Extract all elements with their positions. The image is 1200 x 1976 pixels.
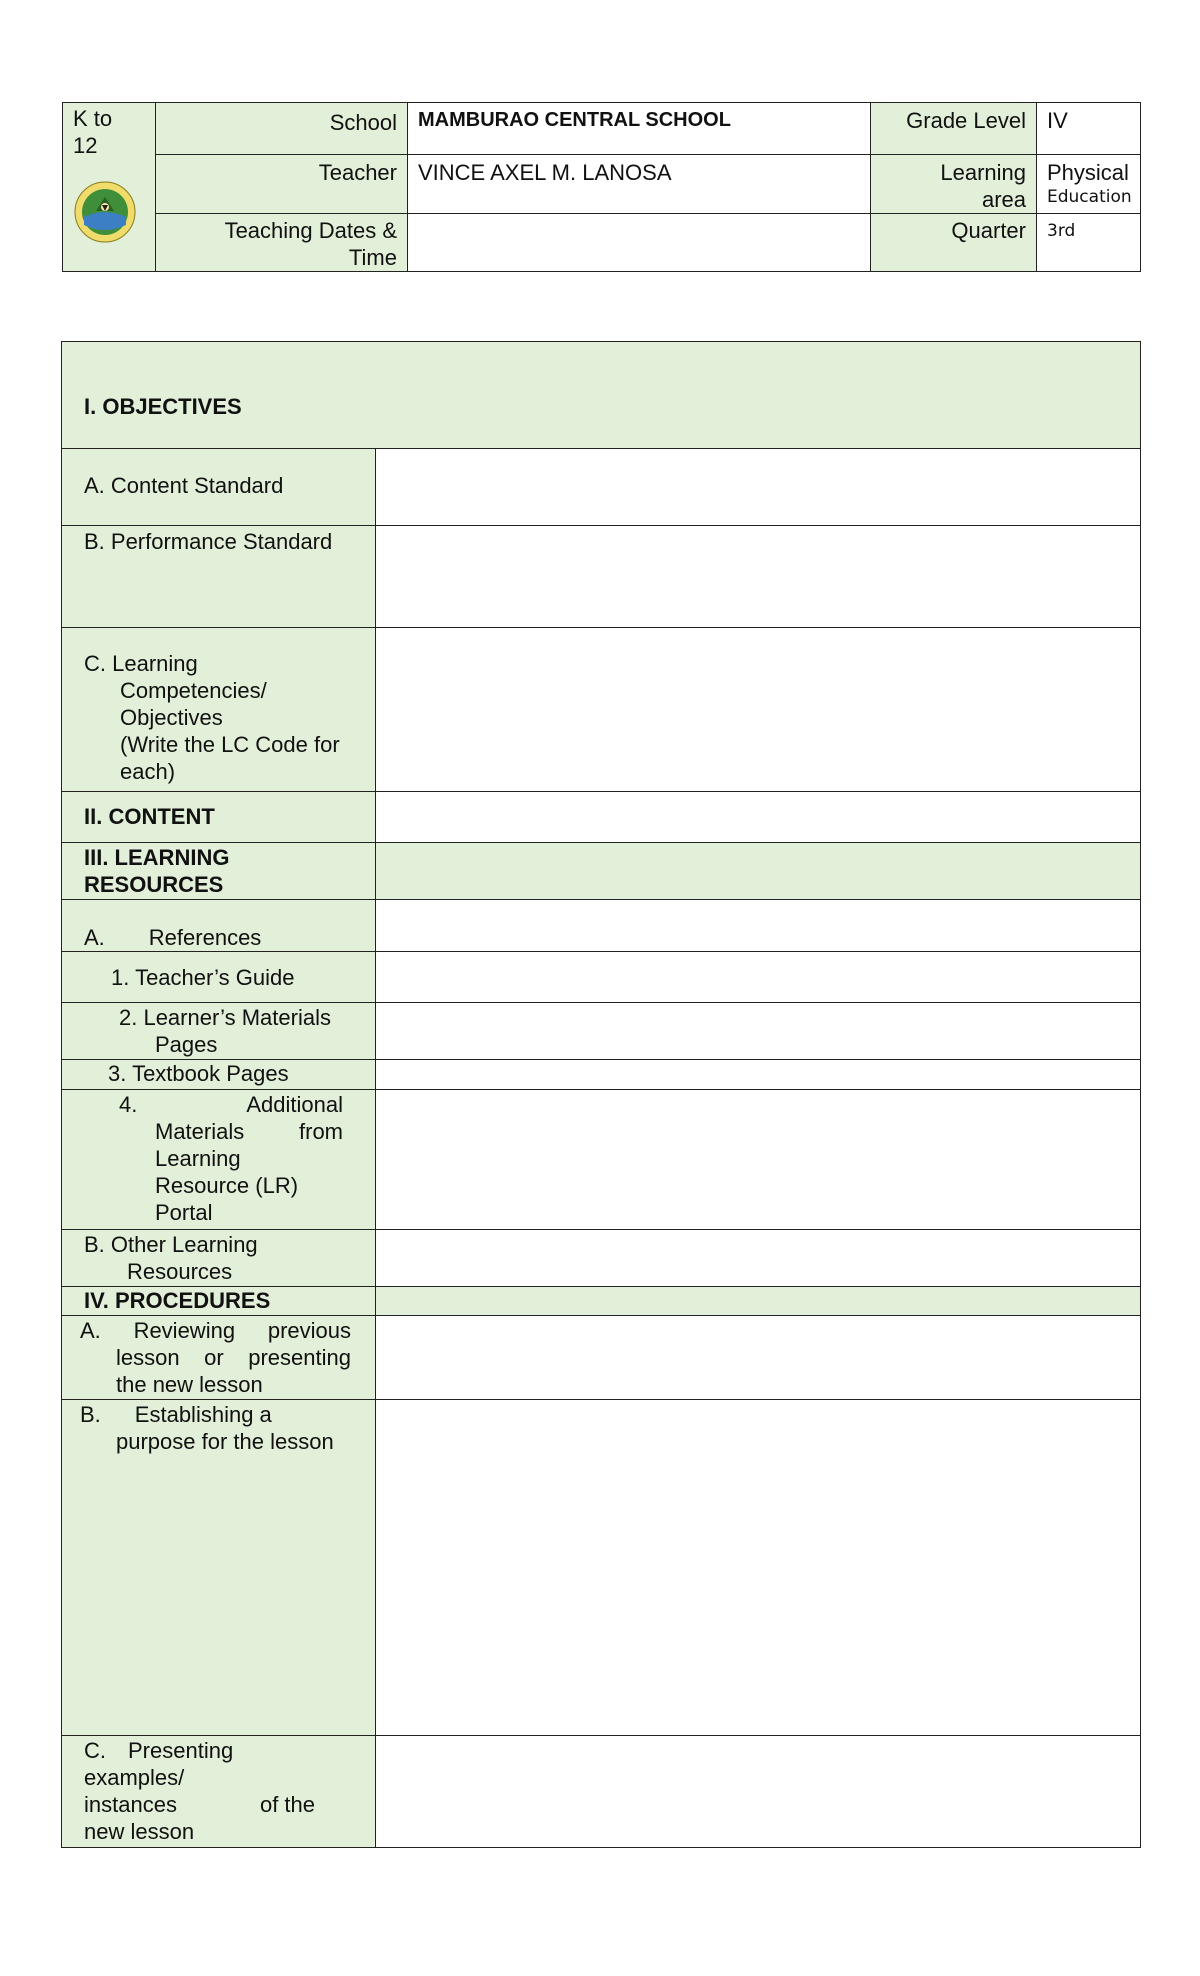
other-resources-label: B. Other Learning bbox=[84, 1232, 258, 1257]
procedures-field bbox=[376, 1287, 1141, 1316]
lesson-plan-table bbox=[61, 341, 1141, 1848]
quarter-value: 3rd bbox=[1047, 221, 1076, 241]
review-lesson-label: A. bbox=[80, 1318, 101, 1343]
objectives-row bbox=[62, 342, 1141, 449]
additional-materials-label: from bbox=[299, 1119, 343, 1144]
teachers-guide-label: 1. Teacher’s Guide bbox=[111, 965, 295, 990]
review-lesson-label: previous bbox=[267, 1318, 351, 1343]
quarter-value-cell bbox=[1037, 214, 1141, 272]
lesson-purpose-label-cell bbox=[62, 1400, 376, 1736]
teacher-value: VINCE AXEL M. LANOSA bbox=[418, 160, 672, 185]
learning-area-label: Learning bbox=[940, 160, 1026, 185]
teaching-dates-label-cell bbox=[156, 214, 408, 272]
additional-materials-label: Materials bbox=[155, 1119, 245, 1144]
presenting-examples-label-cell bbox=[62, 1736, 376, 1848]
additional-materials-label: Learning bbox=[155, 1146, 241, 1171]
teaching-dates-value-cell bbox=[408, 214, 871, 272]
k12-logo-text: K to 12 bbox=[73, 106, 113, 158]
teachers-guide-label-cell bbox=[62, 952, 376, 1003]
lesson-purpose-label bbox=[80, 1401, 365, 1428]
additional-materials-label: Additional bbox=[246, 1092, 343, 1117]
teaching-dates-label: Time bbox=[348, 245, 397, 270]
content-heading: II. CONTENT bbox=[84, 804, 215, 829]
lesson-purpose-field[interactable] bbox=[376, 1400, 1141, 1736]
additional-materials-label: 4. bbox=[119, 1092, 138, 1117]
performance-standard-label: B. Performance Standard bbox=[84, 529, 333, 554]
quarter-label: Quarter bbox=[951, 218, 1026, 243]
grade-level-value: IV bbox=[1047, 108, 1068, 133]
grade-level-value-cell bbox=[1037, 103, 1141, 155]
learners-materials-label: 2. Learner’s Materials bbox=[119, 1005, 331, 1030]
textbook-pages-label: 3. Textbook Pages bbox=[108, 1061, 289, 1086]
content-standard-label-cell bbox=[62, 449, 376, 526]
presenting-examples-label: instances bbox=[84, 1792, 177, 1817]
resources-heading: RESOURCES bbox=[84, 872, 224, 897]
grade-level-label-cell bbox=[871, 103, 1037, 155]
presenting-examples-label: examples/ bbox=[84, 1765, 185, 1790]
competencies-field[interactable] bbox=[376, 628, 1141, 792]
textbook-pages-label-cell bbox=[62, 1060, 376, 1090]
learners-materials-label: Pages bbox=[155, 1032, 218, 1057]
review-lesson-label: or bbox=[204, 1345, 224, 1370]
other-resources-label: Resources bbox=[127, 1259, 233, 1284]
learning-area-value: Education bbox=[1047, 187, 1132, 207]
school-value: MAMBURAO CENTRAL SCHOOL bbox=[418, 109, 731, 131]
review-lesson-label: lesson bbox=[116, 1345, 180, 1370]
review-lesson-label: presenting bbox=[248, 1345, 351, 1370]
presenting-examples-label: of the bbox=[259, 1792, 315, 1817]
additional-materials-field[interactable] bbox=[376, 1090, 1141, 1230]
performance-standard-label-cell bbox=[62, 526, 376, 628]
textbook-pages-field[interactable] bbox=[376, 1060, 1141, 1090]
school-label: School bbox=[329, 110, 397, 135]
teacher-label-cell bbox=[156, 155, 408, 214]
other-resources-field[interactable] bbox=[376, 1230, 1141, 1287]
teacher-value-cell bbox=[408, 155, 871, 214]
additional-materials-label-cell bbox=[62, 1090, 376, 1230]
review-lesson-label: Reviewing bbox=[133, 1318, 236, 1343]
presenting-examples-label-text: Presenting bbox=[128, 1738, 234, 1763]
content-standard-label: A. Content Standard bbox=[84, 473, 284, 498]
learning-area-value: Physical bbox=[1047, 160, 1129, 185]
deped-seal-icon bbox=[74, 181, 136, 243]
procedures-heading: IV. PROCEDURES bbox=[84, 1288, 271, 1313]
presenting-examples-label: new lesson bbox=[84, 1819, 195, 1844]
learners-materials-label-cell bbox=[62, 1003, 376, 1060]
competencies-label: Objectives bbox=[120, 705, 223, 730]
logo-cell bbox=[63, 103, 156, 272]
header-table bbox=[62, 102, 1141, 272]
teachers-guide-field[interactable] bbox=[376, 952, 1141, 1003]
references-letter: A. bbox=[84, 925, 105, 950]
learning-area-label: area bbox=[981, 187, 1026, 212]
references-label-cell bbox=[62, 900, 376, 952]
competencies-label-cell bbox=[62, 628, 376, 792]
competencies-label: (Write the LC Code for bbox=[120, 732, 340, 757]
review-lesson-label: the new lesson bbox=[116, 1372, 263, 1397]
grade-level-label: Grade Level bbox=[906, 108, 1026, 133]
additional-materials-label: Resource (LR) bbox=[155, 1173, 299, 1198]
presenting-examples-label-letter: C. bbox=[84, 1738, 106, 1763]
lesson-purpose-label-text: Establishing a bbox=[134, 1402, 272, 1427]
quarter-label-cell bbox=[871, 214, 1037, 272]
additional-materials-label: Portal bbox=[155, 1200, 213, 1225]
competencies-label: Competencies/ bbox=[120, 678, 267, 703]
presenting-examples-field[interactable] bbox=[376, 1736, 1141, 1848]
review-lesson-field[interactable] bbox=[376, 1316, 1141, 1400]
competencies-label: each) bbox=[120, 759, 176, 784]
competencies-label: C. Learning bbox=[84, 651, 198, 676]
resources-label-cell bbox=[62, 843, 376, 900]
lesson-purpose-label: purpose for the lesson bbox=[116, 1429, 334, 1454]
other-resources-label-cell bbox=[62, 1230, 376, 1287]
performance-standard-field[interactable] bbox=[376, 526, 1141, 628]
references-text: References bbox=[148, 925, 262, 950]
content-label-cell bbox=[62, 792, 376, 843]
resources-field bbox=[376, 843, 1141, 900]
teaching-dates-label: Teaching Dates & bbox=[224, 218, 397, 243]
content-field[interactable] bbox=[376, 792, 1141, 843]
learners-materials-field[interactable] bbox=[376, 1003, 1141, 1060]
procedures-label-cell bbox=[62, 1287, 376, 1316]
references-field[interactable] bbox=[376, 900, 1141, 952]
resources-heading: III. LEARNING bbox=[84, 845, 230, 870]
presenting-examples-label bbox=[84, 1737, 315, 1764]
content-standard-field[interactable] bbox=[376, 449, 1141, 526]
learning-area-label-cell bbox=[871, 155, 1037, 214]
lesson-purpose-label-letter: B. bbox=[80, 1402, 101, 1427]
learning-area-value-cell bbox=[1037, 155, 1141, 214]
objectives-heading: I. OBJECTIVES bbox=[84, 393, 242, 419]
school-label-cell bbox=[156, 103, 408, 155]
references-label bbox=[84, 924, 365, 951]
school-value-cell bbox=[408, 103, 871, 155]
teacher-label: Teacher bbox=[318, 160, 397, 185]
review-lesson-label-cell bbox=[62, 1316, 376, 1400]
